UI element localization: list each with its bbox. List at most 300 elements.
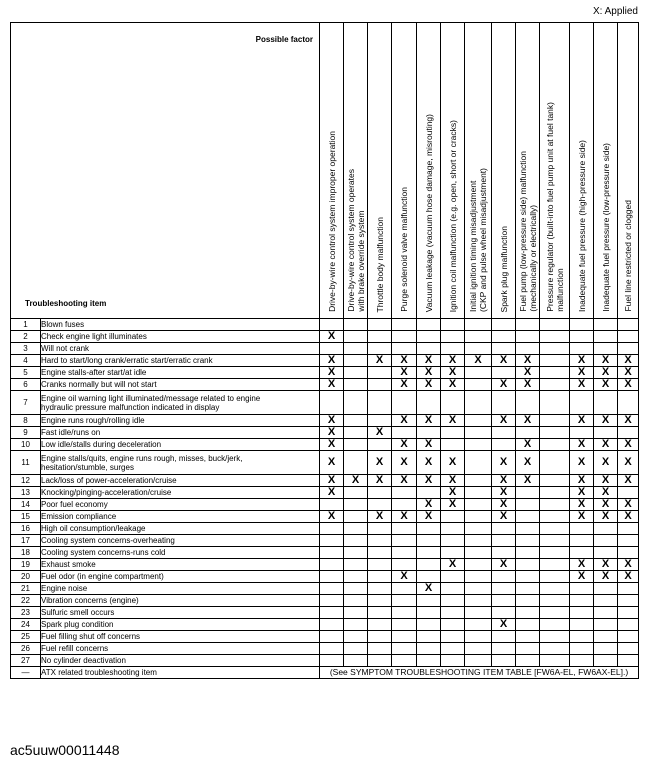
- empty-cell: [540, 523, 570, 535]
- empty-cell: [441, 439, 465, 451]
- empty-cell: [618, 547, 639, 559]
- empty-cell: [540, 355, 570, 367]
- applied-mark: X: [594, 499, 618, 511]
- troubleshooting-item: Fuel refill concerns: [41, 643, 320, 655]
- empty-cell: [368, 523, 392, 535]
- factor-label: Initial ignition timing misadjustment (CKP and pulse wheel misadjustment): [468, 168, 488, 312]
- empty-cell: [516, 595, 540, 607]
- item-number: —: [11, 667, 41, 679]
- applied-mark: X: [516, 439, 540, 451]
- empty-cell: [392, 595, 417, 607]
- empty-cell: [516, 655, 540, 667]
- empty-cell: [392, 535, 417, 547]
- applied-mark: X: [392, 415, 417, 427]
- empty-cell: [540, 535, 570, 547]
- empty-cell: [441, 343, 465, 355]
- empty-cell: [540, 451, 570, 475]
- empty-cell: [570, 547, 594, 559]
- table-row: [11, 379, 639, 391]
- empty-cell: [344, 391, 368, 415]
- item-number: 15: [11, 511, 41, 523]
- troubleshooting-item: Engine noise: [41, 583, 320, 595]
- factor-label: Throttle body malfunction: [374, 216, 385, 312]
- applied-mark: X: [417, 415, 441, 427]
- applied-mark: X: [368, 475, 392, 487]
- empty-cell: [368, 547, 392, 559]
- applied-mark: X: [417, 439, 441, 451]
- empty-cell: [465, 343, 492, 355]
- factor-header: [392, 23, 417, 319]
- applied-mark: X: [417, 379, 441, 391]
- factor-label: Fuel pump (low-pressure side) malfunction (mechanically or electrically): [517, 151, 538, 312]
- empty-cell: [465, 367, 492, 379]
- empty-cell: [344, 379, 368, 391]
- empty-cell: [516, 343, 540, 355]
- empty-cell: [344, 655, 368, 667]
- applied-mark: X: [492, 379, 516, 391]
- empty-cell: [344, 427, 368, 439]
- empty-cell: [540, 607, 570, 619]
- empty-cell: [368, 619, 392, 631]
- empty-cell: [441, 535, 465, 547]
- empty-cell: [392, 391, 417, 415]
- empty-cell: [540, 511, 570, 523]
- empty-cell: [417, 427, 441, 439]
- table-row: [11, 631, 639, 643]
- applied-mark: X: [320, 331, 344, 343]
- empty-cell: [368, 499, 392, 511]
- troubleshooting-item: Knocking/pinging-acceleration/cruise: [41, 487, 320, 499]
- table-row: [11, 655, 639, 667]
- item-number: 20: [11, 571, 41, 583]
- applied-mark: X: [441, 367, 465, 379]
- table-row: [11, 427, 639, 439]
- item-number: 8: [11, 415, 41, 427]
- empty-cell: [618, 391, 639, 415]
- troubleshooting-item: Sulfuric smell occurs: [41, 607, 320, 619]
- empty-cell: [540, 379, 570, 391]
- item-number: 11: [11, 451, 41, 475]
- empty-cell: [570, 607, 594, 619]
- applied-mark: X: [344, 475, 368, 487]
- empty-cell: [618, 595, 639, 607]
- empty-cell: [465, 619, 492, 631]
- item-number: 14: [11, 499, 41, 511]
- factor-label: Fuel line restricted or clogged: [623, 200, 633, 312]
- empty-cell: [368, 415, 392, 427]
- troubleshooting-item: Engine oil warning light illuminated/message related to engine hydraulic pressure malfunction indicated in display: [41, 391, 320, 415]
- empty-cell: [392, 427, 417, 439]
- empty-cell: [465, 583, 492, 595]
- applied-mark: X: [516, 415, 540, 427]
- applied-mark: X: [492, 487, 516, 499]
- empty-cell: [516, 391, 540, 415]
- empty-cell: [594, 319, 618, 331]
- empty-cell: [492, 583, 516, 595]
- empty-cell: [492, 595, 516, 607]
- applied-mark: X: [618, 439, 639, 451]
- empty-cell: [540, 439, 570, 451]
- empty-cell: [320, 643, 344, 655]
- empty-cell: [594, 331, 618, 343]
- empty-cell: [417, 655, 441, 667]
- empty-cell: [441, 619, 465, 631]
- empty-cell: [465, 427, 492, 439]
- empty-cell: [594, 607, 618, 619]
- empty-cell: [368, 595, 392, 607]
- empty-cell: [344, 631, 368, 643]
- applied-mark: X: [570, 475, 594, 487]
- item-number: 1: [11, 319, 41, 331]
- applied-mark: X: [594, 475, 618, 487]
- applied-mark: X: [570, 439, 594, 451]
- empty-cell: [368, 643, 392, 655]
- troubleshooting-item: High oil consumption/leakage: [41, 523, 320, 535]
- empty-cell: [570, 319, 594, 331]
- empty-cell: [492, 607, 516, 619]
- applied-mark: X: [594, 439, 618, 451]
- table-row: [11, 475, 639, 487]
- applied-mark: X: [441, 559, 465, 571]
- empty-cell: [492, 643, 516, 655]
- item-number: 6: [11, 379, 41, 391]
- applied-mark: X: [618, 379, 639, 391]
- empty-cell: [594, 523, 618, 535]
- applied-mark: X: [417, 583, 441, 595]
- applied-mark: X: [441, 415, 465, 427]
- empty-cell: [368, 559, 392, 571]
- applied-mark: X: [594, 571, 618, 583]
- empty-cell: [465, 379, 492, 391]
- applied-mark: X: [492, 559, 516, 571]
- empty-cell: [344, 643, 368, 655]
- troubleshooting-item: Will not crank: [41, 343, 320, 355]
- empty-cell: [540, 547, 570, 559]
- item-number: 17: [11, 535, 41, 547]
- table-row: [11, 523, 639, 535]
- empty-cell: [320, 607, 344, 619]
- table-row: [11, 367, 639, 379]
- applied-mark: X: [618, 451, 639, 475]
- empty-cell: [618, 343, 639, 355]
- empty-cell: [465, 451, 492, 475]
- applied-mark: X: [594, 487, 618, 499]
- empty-cell: [540, 343, 570, 355]
- factor-label: Drive-by-wire control system improper operation: [326, 131, 337, 312]
- empty-cell: [344, 595, 368, 607]
- applied-mark: X: [320, 379, 344, 391]
- applied-mark: X: [417, 355, 441, 367]
- factor-header: [570, 23, 594, 319]
- empty-cell: [540, 595, 570, 607]
- empty-cell: [594, 619, 618, 631]
- troubleshooting-item: Exhaust smoke: [41, 559, 320, 571]
- empty-cell: [441, 583, 465, 595]
- empty-cell: [344, 331, 368, 343]
- factor-label: Pressure regulator (built-into fuel pump unit at fuel tank) malfunction: [544, 102, 565, 312]
- table-row: [11, 643, 639, 655]
- empty-cell: [492, 331, 516, 343]
- empty-cell: [344, 343, 368, 355]
- empty-cell: [465, 475, 492, 487]
- empty-cell: [618, 427, 639, 439]
- empty-cell: [368, 655, 392, 667]
- factor-header: [417, 23, 441, 319]
- empty-cell: [392, 655, 417, 667]
- troubleshooting-item: Low idle/stalls during deceleration: [41, 439, 320, 451]
- empty-cell: [368, 331, 392, 343]
- empty-cell: [618, 643, 639, 655]
- empty-cell: [492, 571, 516, 583]
- empty-cell: [441, 319, 465, 331]
- table-row: [11, 619, 639, 631]
- item-number: 16: [11, 523, 41, 535]
- empty-cell: [570, 619, 594, 631]
- empty-cell: [540, 367, 570, 379]
- empty-cell: [540, 475, 570, 487]
- empty-cell: [492, 343, 516, 355]
- empty-cell: [392, 643, 417, 655]
- applied-mark: X: [618, 475, 639, 487]
- empty-cell: [344, 571, 368, 583]
- empty-cell: [570, 391, 594, 415]
- empty-cell: [368, 583, 392, 595]
- applied-mark: X: [594, 415, 618, 427]
- applied-mark: X: [594, 451, 618, 475]
- troubleshooting-item: Engine stalls-after start/at idle: [41, 367, 320, 379]
- empty-cell: [344, 319, 368, 331]
- empty-cell: [441, 643, 465, 655]
- empty-cell: [441, 331, 465, 343]
- empty-cell: [618, 619, 639, 631]
- applied-mark: X: [618, 511, 639, 523]
- empty-cell: [368, 535, 392, 547]
- empty-cell: [392, 631, 417, 643]
- empty-cell: [540, 391, 570, 415]
- empty-cell: [540, 415, 570, 427]
- applied-mark: X: [570, 415, 594, 427]
- empty-cell: [465, 643, 492, 655]
- applied-mark: X: [392, 451, 417, 475]
- empty-cell: [540, 319, 570, 331]
- empty-cell: [540, 643, 570, 655]
- empty-cell: [465, 595, 492, 607]
- empty-cell: [492, 535, 516, 547]
- applied-mark: X: [492, 451, 516, 475]
- factor-header: [594, 23, 618, 319]
- empty-cell: [492, 391, 516, 415]
- applied-mark: X: [570, 451, 594, 475]
- empty-cell: [320, 523, 344, 535]
- empty-cell: [441, 511, 465, 523]
- empty-cell: [344, 559, 368, 571]
- item-number: 5: [11, 367, 41, 379]
- troubleshooting-item-label: Troubleshooting item: [25, 299, 107, 308]
- empty-cell: [417, 619, 441, 631]
- applied-mark: X: [441, 379, 465, 391]
- table-row: [11, 607, 639, 619]
- empty-cell: [618, 523, 639, 535]
- empty-cell: [368, 343, 392, 355]
- empty-cell: [368, 367, 392, 379]
- empty-cell: [594, 427, 618, 439]
- table-row: [11, 355, 639, 367]
- applied-mark: X: [618, 499, 639, 511]
- applied-mark: X: [570, 571, 594, 583]
- empty-cell: [441, 523, 465, 535]
- empty-cell: [441, 571, 465, 583]
- empty-cell: [344, 511, 368, 523]
- empty-cell: [516, 331, 540, 343]
- empty-cell: [594, 655, 618, 667]
- empty-cell: [465, 391, 492, 415]
- item-number: 23: [11, 607, 41, 619]
- empty-cell: [320, 655, 344, 667]
- applied-mark: X: [417, 475, 441, 487]
- applied-mark: X: [516, 379, 540, 391]
- applied-mark: X: [492, 355, 516, 367]
- empty-cell: [570, 427, 594, 439]
- item-number: 2: [11, 331, 41, 343]
- factor-label: Vacuum leakage (vacuum hose damage, misrouting): [423, 113, 434, 312]
- troubleshooting-item: Check engine light illuminates: [41, 331, 320, 343]
- applied-legend: X: Applied: [592, 6, 638, 17]
- item-number: 9: [11, 427, 41, 439]
- header-corner-cell: [11, 23, 320, 319]
- applied-mark: X: [570, 499, 594, 511]
- empty-cell: [344, 451, 368, 475]
- empty-cell: [441, 391, 465, 415]
- empty-cell: [392, 499, 417, 511]
- empty-cell: [392, 607, 417, 619]
- applied-mark: X: [570, 379, 594, 391]
- table-row: [11, 451, 639, 475]
- applied-mark: X: [618, 559, 639, 571]
- applied-mark: X: [441, 355, 465, 367]
- empty-cell: [594, 583, 618, 595]
- empty-cell: [320, 499, 344, 511]
- applied-mark: X: [594, 511, 618, 523]
- item-number: 7: [11, 391, 41, 415]
- empty-cell: [344, 487, 368, 499]
- applied-mark: X: [516, 367, 540, 379]
- factor-label: Purge solenoid valve malfunction: [399, 187, 409, 312]
- empty-cell: [344, 499, 368, 511]
- table-row: [11, 331, 639, 343]
- empty-cell: [540, 559, 570, 571]
- table-row: [11, 487, 639, 499]
- empty-cell: [492, 427, 516, 439]
- empty-cell: [594, 631, 618, 643]
- empty-cell: [516, 559, 540, 571]
- applied-mark: X: [320, 475, 344, 487]
- factor-header: [368, 23, 392, 319]
- applied-mark: X: [594, 379, 618, 391]
- item-number: 21: [11, 583, 41, 595]
- empty-cell: [465, 523, 492, 535]
- troubleshooting-item: Cooling system concerns-overheating: [41, 535, 320, 547]
- empty-cell: [516, 571, 540, 583]
- applied-mark: X: [618, 355, 639, 367]
- empty-cell: [516, 619, 540, 631]
- empty-cell: [368, 607, 392, 619]
- empty-cell: [516, 535, 540, 547]
- factor-label: Ignition coil malfunction (e.g. open, short or cracks): [447, 119, 458, 312]
- empty-cell: [618, 319, 639, 331]
- empty-cell: [344, 523, 368, 535]
- empty-cell: [540, 427, 570, 439]
- empty-cell: [465, 547, 492, 559]
- applied-mark: X: [368, 511, 392, 523]
- empty-cell: [540, 499, 570, 511]
- factor-header: [344, 23, 368, 319]
- empty-cell: [516, 427, 540, 439]
- empty-cell: [540, 583, 570, 595]
- applied-mark: X: [417, 367, 441, 379]
- empty-cell: [492, 631, 516, 643]
- troubleshooting-item: Blown fuses: [41, 319, 320, 331]
- empty-cell: [594, 391, 618, 415]
- empty-cell: [441, 595, 465, 607]
- empty-cell: [417, 547, 441, 559]
- applied-mark: X: [320, 415, 344, 427]
- factor-header: [320, 23, 344, 319]
- empty-cell: [465, 499, 492, 511]
- possible-factor-label: Possible factor: [255, 35, 313, 44]
- applied-mark: X: [594, 367, 618, 379]
- empty-cell: [417, 559, 441, 571]
- empty-cell: [516, 487, 540, 499]
- applied-mark: X: [320, 487, 344, 499]
- empty-cell: [368, 631, 392, 643]
- empty-cell: [465, 487, 492, 499]
- applied-mark: X: [417, 511, 441, 523]
- applied-mark: X: [441, 499, 465, 511]
- troubleshooting-item: Hard to start/long crank/erratic start/erratic crank: [41, 355, 320, 367]
- empty-cell: [417, 643, 441, 655]
- empty-cell: [320, 391, 344, 415]
- applied-mark: X: [417, 499, 441, 511]
- item-number: 3: [11, 343, 41, 355]
- applied-mark: X: [392, 379, 417, 391]
- empty-cell: [618, 655, 639, 667]
- item-number: 12: [11, 475, 41, 487]
- troubleshooting-item: Spark plug condition: [41, 619, 320, 631]
- table-row: [11, 547, 639, 559]
- empty-cell: [344, 367, 368, 379]
- empty-cell: [570, 535, 594, 547]
- empty-cell: [570, 655, 594, 667]
- applied-mark: X: [594, 559, 618, 571]
- troubleshooting-item: Fuel odor (in engine compartment): [41, 571, 320, 583]
- applied-mark: X: [441, 451, 465, 475]
- empty-cell: [594, 643, 618, 655]
- empty-cell: [392, 331, 417, 343]
- empty-cell: [392, 559, 417, 571]
- factor-header: [441, 23, 465, 319]
- empty-cell: [344, 607, 368, 619]
- factor-label: Drive-by-wire control system operates with brake override system: [345, 169, 366, 312]
- empty-cell: [320, 343, 344, 355]
- applied-mark: X: [594, 355, 618, 367]
- empty-cell: [516, 631, 540, 643]
- empty-cell: [618, 331, 639, 343]
- applied-mark: X: [320, 451, 344, 475]
- applied-mark: X: [320, 439, 344, 451]
- empty-cell: [465, 319, 492, 331]
- empty-cell: [344, 439, 368, 451]
- empty-cell: [465, 415, 492, 427]
